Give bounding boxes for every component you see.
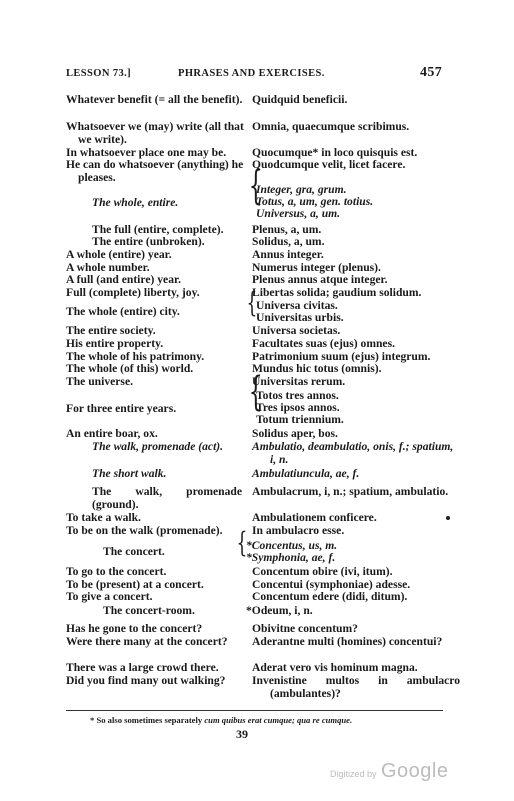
footnote-quote-1: cum quibus erat cumque; bbox=[204, 715, 295, 725]
english-text: Did you find many out walking? bbox=[66, 674, 226, 687]
latin-text: Concentui (symphoniae) adesse. bbox=[252, 578, 411, 591]
english-text: For three entire years. bbox=[66, 402, 177, 415]
watermark-small-text: Digitized by bbox=[330, 769, 377, 779]
latin-text: Integer, gra, grum. bbox=[256, 183, 347, 196]
latin-text: Solidus, a, um. bbox=[252, 235, 325, 248]
curly-brace-icon: { bbox=[248, 369, 263, 415]
latin-text: In ambulacro esse. bbox=[252, 524, 345, 537]
latin-text: Universitas rerum. bbox=[252, 375, 346, 388]
latin-text: Ambulationem conficere. bbox=[252, 511, 377, 524]
latin-text: *Concentus, us, m. bbox=[246, 539, 338, 552]
english-text: The full (entire, complete). bbox=[92, 223, 224, 236]
latin-text: Libertas solida; gaudium solidum. bbox=[252, 286, 422, 299]
latin-text: Aderantne multi (homines) concentui? bbox=[252, 635, 443, 648]
english-text: Full (complete) liberty, joy. bbox=[66, 286, 200, 299]
english-text: Were there many at the concert? bbox=[66, 635, 228, 648]
english-text: The walk, promenade (act). bbox=[92, 440, 224, 453]
latin-text: Facultates suas (ejus) omnes. bbox=[252, 337, 395, 350]
latin-text: Aderat vero vis hominum magna. bbox=[252, 661, 418, 674]
english-text: His entire property. bbox=[66, 337, 164, 350]
latin-text: Totos tres annos. bbox=[256, 389, 339, 402]
header-title: PHRASES AND EXERCISES. bbox=[178, 68, 325, 79]
english-text: The walk, promenade (ground). bbox=[92, 485, 242, 511]
english-text: The universe. bbox=[66, 375, 133, 388]
english-text: To go to the concert. bbox=[66, 565, 167, 578]
latin-text: *Odeum, i, n. bbox=[246, 604, 313, 617]
english-text: There was a large crowd there. bbox=[66, 661, 219, 674]
latin-text: Quocumque* in loco quisquis est. bbox=[252, 146, 418, 159]
footnote bbox=[90, 715, 352, 725]
english-text: Has he gone to the concert? bbox=[66, 622, 203, 635]
english-text: An entire boar, ox. bbox=[66, 427, 158, 440]
curly-brace-icon: { bbox=[248, 163, 263, 209]
latin-text: *Symphonia, ae, f. bbox=[246, 551, 336, 564]
footnote-quote-2: qua re cumque. bbox=[296, 715, 353, 725]
english-text: To give a concert. bbox=[66, 590, 153, 603]
latin-text: Numerus integer (plenus). bbox=[252, 261, 381, 274]
signature-mark: 39 bbox=[236, 727, 248, 741]
english-text: He can do whatsoever (anything) he pleases. bbox=[66, 158, 244, 184]
english-text: Whatever benefit (= all the benefit). bbox=[66, 93, 243, 106]
english-text: The whole, entire. bbox=[92, 196, 179, 209]
latin-text: Concentum obire (ivi, itum). bbox=[252, 565, 393, 578]
english-text: The concert. bbox=[103, 545, 165, 558]
latin-text: Omnia, quaecumque scribimus. bbox=[252, 120, 410, 133]
latin-text: Ambulacrum, i, n.; spatium, ambulatio. bbox=[252, 485, 449, 498]
latin-text: Universus, a, um. bbox=[256, 207, 341, 220]
latin-text: Patrimonium suum (ejus) integrum. bbox=[252, 350, 431, 363]
page-number: 457 bbox=[420, 65, 443, 80]
english-text: To take a walk. bbox=[66, 511, 141, 524]
lesson-label: LESSON 73.] bbox=[66, 68, 132, 79]
latin-text: Universitas urbis. bbox=[256, 311, 344, 324]
latin-text: Plenus, a, um. bbox=[252, 223, 322, 236]
english-text: A whole (entire) year. bbox=[66, 248, 172, 261]
latin-text: Annus integer. bbox=[252, 248, 324, 261]
english-text: The concert-room. bbox=[103, 604, 195, 617]
english-text: A full (and entire) year. bbox=[66, 273, 181, 286]
latin-text: Mundus hic totus (omnis). bbox=[252, 362, 382, 375]
latin-text: Totum triennium. bbox=[256, 413, 344, 426]
latin-text: Invenistine multos in ambulacro (ambulantes)? bbox=[252, 674, 460, 700]
latin-text: Universa societas. bbox=[252, 324, 341, 337]
english-text: To be on the walk (promenade). bbox=[66, 524, 223, 537]
latin-text: Obivitne concentum? bbox=[252, 622, 358, 635]
english-text: In whatsoever place one may be. bbox=[66, 146, 227, 159]
latin-text: Tres ipsos annos. bbox=[256, 401, 340, 414]
english-text: The entire (unbroken). bbox=[92, 235, 205, 248]
curly-brace-icon: { bbox=[236, 526, 248, 559]
english-text: The entire society. bbox=[66, 324, 156, 337]
footnote-rule bbox=[66, 710, 443, 711]
latin-text: Totus, a, um, gen. totius. bbox=[256, 195, 374, 208]
latin-text: Universa civitas. bbox=[256, 299, 338, 312]
english-text: The whole (of this) world. bbox=[66, 362, 194, 375]
latin-text: Concentum edere (didi, ditum). bbox=[252, 590, 408, 603]
english-text: To be (present) at a concert. bbox=[66, 578, 204, 591]
watermark-brand: Google bbox=[380, 760, 449, 782]
latin-text: Ambulatiuncula, ae, f. bbox=[252, 467, 360, 480]
english-text: Whatsoever we (may) write (all that we write). bbox=[66, 120, 244, 146]
english-text: A whole number. bbox=[66, 261, 150, 274]
running-header bbox=[0, 65, 514, 83]
english-text: The whole of his patrimony. bbox=[66, 350, 205, 363]
footnote-text: * So also sometimes separately bbox=[90, 715, 203, 725]
ink-dot bbox=[446, 516, 450, 520]
curly-brace-icon: { bbox=[246, 286, 258, 319]
latin-text: Ambulatio, deambulatio, onis, f.; spatium, i, n. bbox=[252, 440, 454, 466]
english-text: The whole (entire) city. bbox=[66, 305, 180, 318]
latin-text: Quidquid beneficii. bbox=[252, 93, 348, 106]
latin-text: Quodcumque velit, licet facere. bbox=[252, 158, 406, 171]
latin-text: Solidus aper, bos. bbox=[252, 427, 338, 440]
watermark bbox=[330, 760, 448, 783]
latin-text: Plenus annus atque integer. bbox=[252, 273, 388, 286]
english-text: The short walk. bbox=[92, 467, 167, 480]
